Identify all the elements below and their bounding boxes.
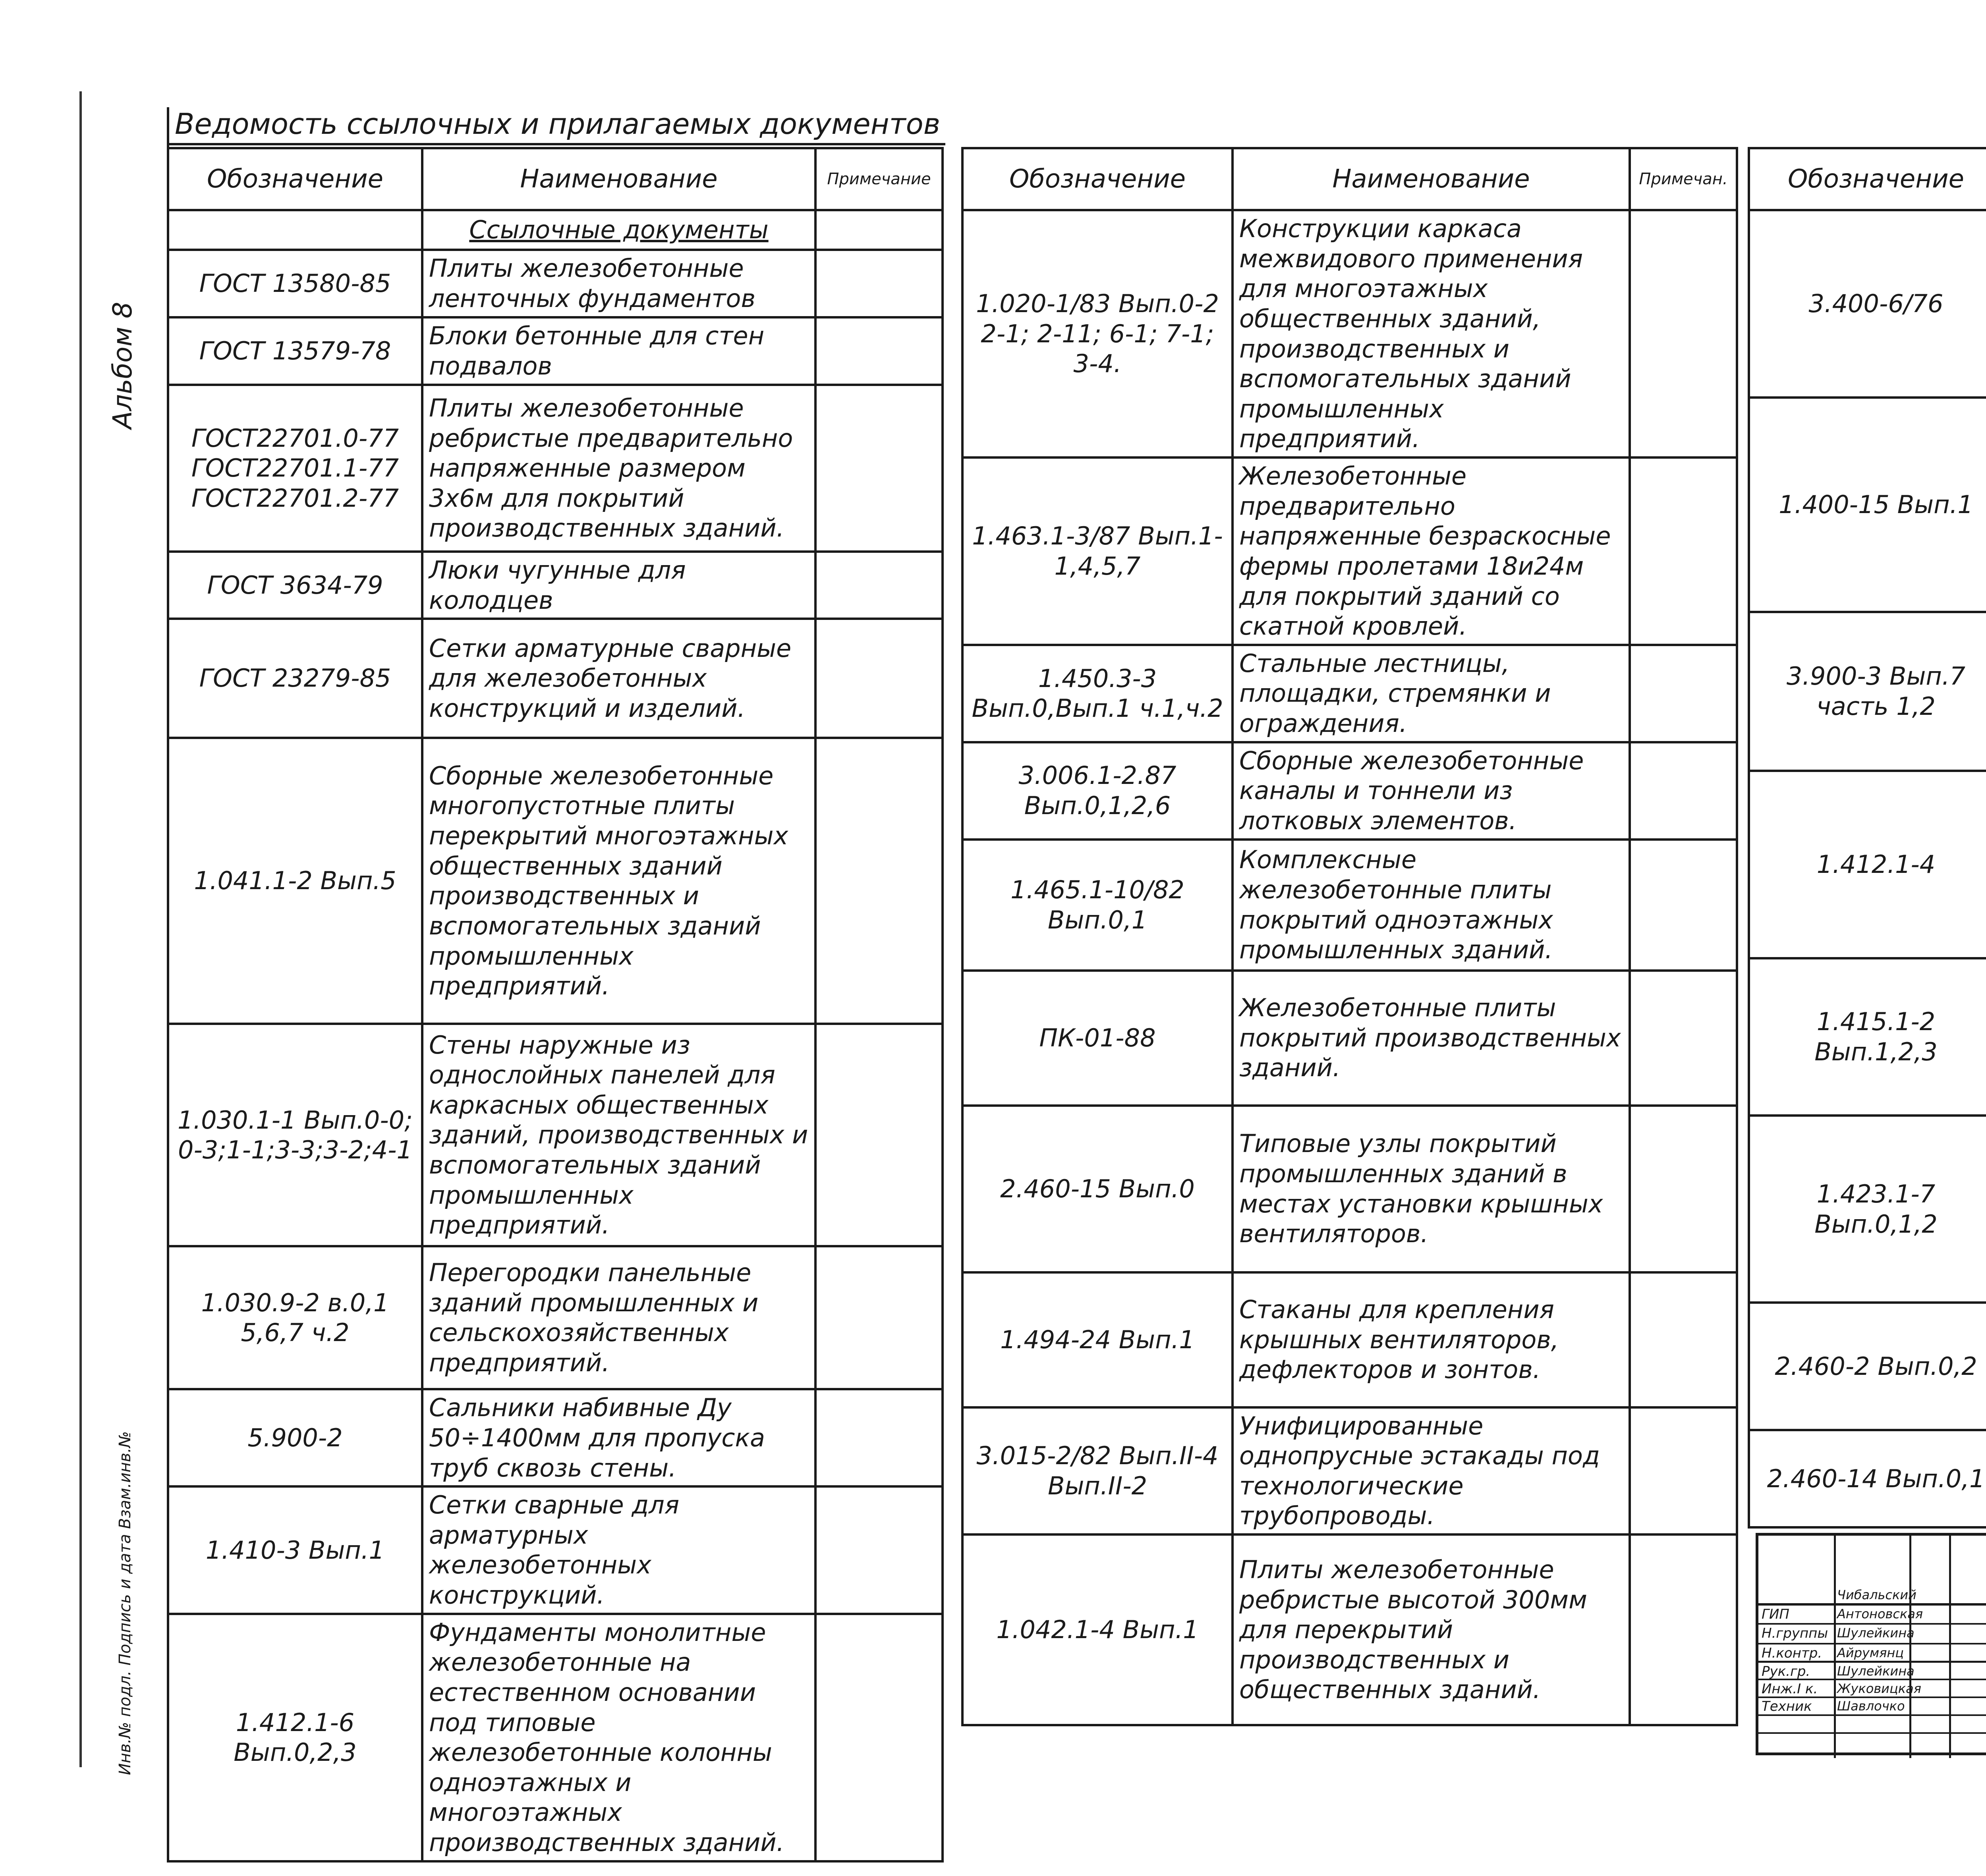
role-1: Н.группы	[1762, 1625, 1828, 1641]
row-code: 1.465.1-10/82 Вып.0,1	[962, 840, 1233, 971]
frame-top-stub	[79, 91, 82, 1767]
header-code: Обозначение	[962, 148, 1233, 210]
table-header-row	[962, 148, 1737, 210]
row-code: 1.041.1-2 Вып.5	[168, 738, 422, 1024]
row-name: Перегородки панельные зданий промышленных и сельскохозяйственных предприятий.	[422, 1246, 815, 1389]
row-name: Люки чугунные для колодцев	[422, 552, 815, 619]
row-name: Конструкции каркаса межвидового применения для многоэтажных общественных зданий, производственных и вспомогательных зданий промышленных предприятий.	[1233, 210, 1630, 457]
table-row	[168, 1024, 943, 1246]
name-4: Шулейкина	[1837, 1664, 1915, 1679]
row-code: 3.006.1-2.87 Вып.0,1,2,6	[962, 742, 1233, 840]
role-5: Техник	[1762, 1698, 1812, 1714]
table-row	[1749, 1430, 1986, 1527]
header-name: Наименование	[1233, 148, 1630, 210]
row-name: Фундаменты монолитные железобетонные на естественном основании под типовые железобетонные колонны одноэтажных и многоэтажных производственных зданий.	[422, 1614, 815, 1861]
table-row	[962, 1407, 1737, 1535]
side-strip-labels: Инв.№ подл. Подпись и дата Взам.инв.№	[116, 1431, 134, 1775]
row-name: Унифицированные однопрусные эстакады под технологические трубопроводы.	[1233, 1407, 1630, 1535]
row-name: Плиты железобетонные ребристые предварительно напряженные размером 3х6м для покрытий производственных зданий.	[422, 385, 815, 552]
row-name: Сальники набивные Ду 50÷1400мм для пропуска труб сквозь стены.	[422, 1389, 815, 1486]
table-row	[168, 250, 943, 317]
row-code: 1.042.1-4 Вып.1	[962, 1534, 1233, 1725]
row-name: Стаканы для крепления крышных вентиляторов, дефлекторов и зонтов.	[1233, 1272, 1630, 1407]
row-name: Типовые узлы покрытий промышленных зданий в местах установки крышных вентиляторов.	[1233, 1106, 1630, 1272]
header-code: Обозначение	[1749, 148, 1986, 210]
row-name: Железобетонные плиты покрытий производственных зданий.	[1233, 971, 1630, 1106]
role-0: ГИП	[1762, 1606, 1789, 1622]
row-code: 1.400-15 Вып.1	[1749, 398, 1986, 612]
row-name: Сетки арматурные сварные для железобетонных конструкций и изделий.	[422, 619, 815, 738]
section-title: Ссылочные документы	[422, 210, 815, 250]
row-code: 3.900-3 Вып.7 часть 1,2	[1749, 612, 1986, 771]
row-code: ГОСТ22701.0-77 ГОСТ22701.1-77 ГОСТ22701.2-77	[168, 385, 422, 552]
header-name: Наименование	[422, 148, 815, 210]
row-name: Железобетонные предварительно напряженные безраскосные фермы пролетами 18и24м для покрытий зданий со скатной кровлей.	[1233, 457, 1630, 645]
row-code: ПК-01-88	[962, 971, 1233, 1106]
row-name: Сборные железобетонные каналы и тоннели из лотковых элементов.	[1233, 742, 1630, 840]
row-name: Комплексные железобетонные плиты покрытий одноэтажных промышленных зданий.	[1233, 840, 1630, 971]
row-code: 1.030.9-2 в.0,1 5,6,7 ч.2	[168, 1246, 422, 1389]
row-code: 3.015-2/82 Вып.II-4 Вып.II-2	[962, 1407, 1233, 1535]
table-row	[168, 1614, 943, 1861]
row-code: 5.900-2	[168, 1389, 422, 1486]
row-code: ГОСТ 13579-78	[168, 317, 422, 385]
album-label: Альбом 8	[107, 301, 138, 429]
header-note: Примечан.	[1630, 148, 1737, 210]
row-code: 1.412.1-6 Вып.0,2,3	[168, 1614, 422, 1861]
row-code: 1.415.1-2 Вып.1,2,3	[1749, 958, 1986, 1116]
row-name: Плиты железобетонные ленточных фундаментов	[422, 250, 815, 317]
table-row	[168, 317, 943, 385]
row-code: 2.460-15 Вып.0	[962, 1106, 1233, 1272]
table-row	[962, 1106, 1737, 1272]
name-0: Чибальский	[1837, 1587, 1916, 1602]
title-block	[1756, 1533, 1986, 1755]
row-name: Сборные железобетонные многопустотные плиты перекрытий многоэтажных общественных зданий производственных и вспомогательных зданий промышленных предприятий.	[422, 738, 815, 1024]
table-row	[168, 1246, 943, 1389]
frame-title-underline	[167, 143, 945, 145]
table-row	[168, 738, 943, 1024]
role-3: Рук.гр.	[1762, 1664, 1810, 1679]
row-name: Блоки бетонные для стен подвалов	[422, 317, 815, 385]
name-3: Айрумянц	[1837, 1645, 1904, 1660]
table-row	[168, 385, 943, 552]
table-row	[962, 742, 1737, 840]
table-row	[168, 552, 943, 619]
table-header-row	[168, 148, 943, 210]
table-row	[1749, 1116, 1986, 1303]
table-row	[962, 1272, 1737, 1407]
table-row	[962, 1534, 1737, 1725]
name-1: Антоновская	[1837, 1606, 1923, 1621]
documents-table-2	[961, 147, 1738, 1726]
table-row	[962, 840, 1737, 971]
table-row	[1749, 398, 1986, 612]
row-code: ГОСТ 23279-85	[168, 619, 422, 738]
documents-table-3	[1748, 147, 1986, 1529]
row-name: Плиты железобетонные ребристые высотой 300мм для перекрытий производственных и общественных зданий.	[1233, 1534, 1630, 1725]
table-row	[962, 645, 1737, 742]
row-code: 1.410-3 Вып.1	[168, 1486, 422, 1614]
table-row	[962, 971, 1737, 1106]
role-4: Инж.I к.	[1762, 1681, 1818, 1697]
table-row	[1749, 210, 1986, 398]
role-2: Н.контр.	[1762, 1645, 1822, 1661]
table-row	[1749, 1303, 1986, 1430]
documents-table-1	[167, 147, 944, 1862]
row-code: 1.030.1-1 Вып.0-0; 0-3;1-1;3-3;3-2;4-1	[168, 1024, 422, 1246]
table-row	[1749, 771, 1986, 958]
table-row	[1749, 958, 1986, 1116]
name-6: Шавлочко	[1837, 1698, 1905, 1714]
row-name: Сетки сварные для арматурных железобетонных конструкций.	[422, 1486, 815, 1614]
header-note: Примечание	[815, 148, 943, 210]
row-code: ГОСТ 13580-85	[168, 250, 422, 317]
name-5: Жуковицкая	[1837, 1681, 1921, 1696]
table-row	[168, 619, 943, 738]
row-code: 1.412.1-4	[1749, 771, 1986, 958]
row-code: 1.020-1/83 Вып.0-2 2-1; 2-11; 6-1; 7-1; 3-4.	[962, 210, 1233, 457]
table-row	[168, 1486, 943, 1614]
row-code: 1.463.1-3/87 Вып.1-1,4,5,7	[962, 457, 1233, 645]
table-row	[962, 210, 1737, 457]
row-code: 1.494-24 Вып.1	[962, 1272, 1233, 1407]
table-row	[168, 1389, 943, 1486]
table-row	[1749, 612, 1986, 771]
row-code: 2.460-14 Вып.0,1	[1749, 1430, 1986, 1527]
row-code: 1.423.1-7 Вып.0,1,2	[1749, 1116, 1986, 1303]
table-header-row	[1749, 148, 1986, 210]
header-code: Обозначение	[168, 148, 422, 210]
row-name: Стены наружные из однослойных панелей для каркасных общественных зданий, производственных и вспомогательных зданий промышленных предприятий.	[422, 1024, 815, 1246]
row-code: 2.460-2 Вып.0,2	[1749, 1303, 1986, 1430]
table-row	[962, 457, 1737, 645]
row-code: ГОСТ 3634-79	[168, 552, 422, 619]
sheet-title: Ведомость ссылочных и прилагаемых документов	[175, 107, 941, 141]
row-name: Стальные лестницы, площадки, стремянки и ограждения.	[1233, 645, 1630, 742]
section-row	[168, 210, 943, 250]
row-code: 3.400-6/76	[1749, 210, 1986, 398]
name-2: Шулейкина	[1837, 1625, 1915, 1641]
row-code: 1.450.3-3 Вып.0,Вып.1 ч.1,ч.2	[962, 645, 1233, 742]
